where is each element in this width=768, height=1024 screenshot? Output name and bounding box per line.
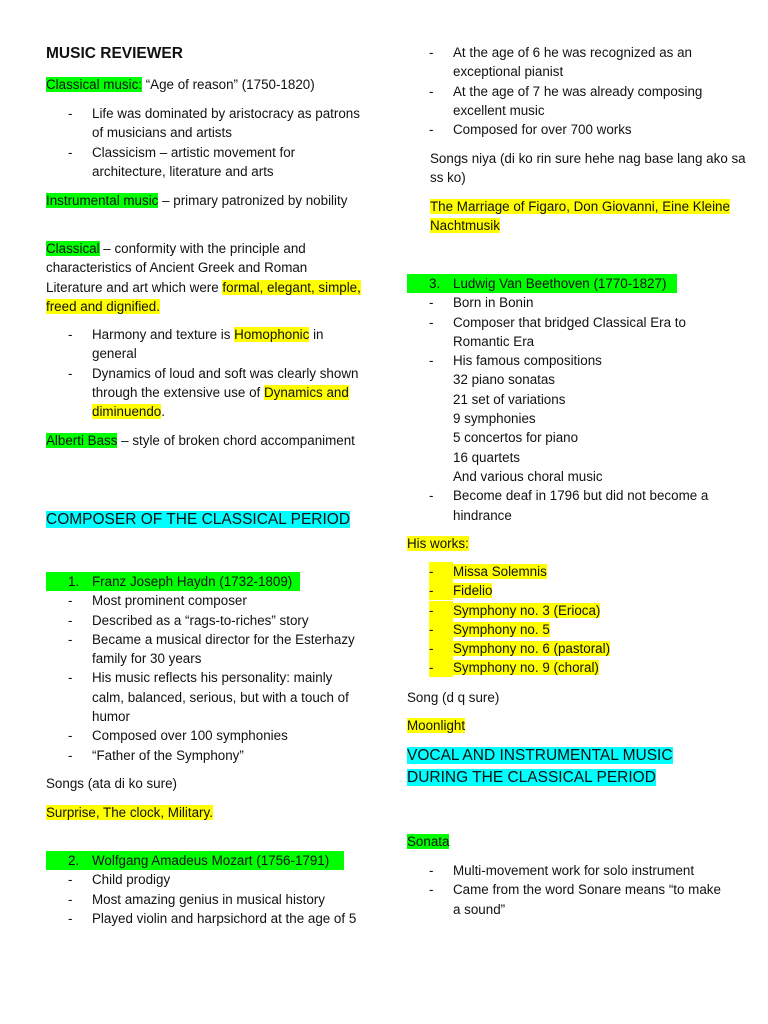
list-item: - Symphony no. 5 xyxy=(429,621,550,637)
haydn-songs-text: Surprise, The clock, Military. xyxy=(46,805,213,820)
page-title: MUSIC REVIEWER xyxy=(46,45,183,62)
list-item: 32 piano sonatas xyxy=(453,372,555,388)
beethoven-name: Ludwig Van Beethoven (1770-1827) xyxy=(453,276,667,291)
sonata-term: Sonata xyxy=(407,834,450,849)
list-item: - “Father of the Symphony” xyxy=(46,746,366,765)
list-item: - Symphony no. 3 (Erioca) xyxy=(429,602,601,618)
mozart-heading xyxy=(46,851,366,870)
classical-definition xyxy=(46,239,366,316)
list-item: - Composed for over 700 works xyxy=(407,120,727,139)
haydn-number: 1. xyxy=(68,574,80,589)
works-list xyxy=(407,562,727,678)
list-item: - Multi-movement work for solo instrument xyxy=(407,861,727,880)
haydn-name: Franz Joseph Haydn (1732-1809) xyxy=(92,574,293,589)
list-item: - Fidelio xyxy=(429,583,493,599)
harmony-text: Harmony and texture is xyxy=(92,327,235,342)
mozart-songs-text: The Marriage of Figaro, Don Giovanni, Eine Kleine Nachtmusik xyxy=(430,199,730,234)
list-item xyxy=(46,364,366,422)
list-item xyxy=(46,325,366,364)
list-item: - His famous compositions xyxy=(407,351,727,370)
list-item: - Symphony no. 9 (choral) xyxy=(429,660,599,676)
dynamics-text: Dynamics of loud and soft was clearly shown through the extensive use of xyxy=(92,365,359,400)
mozart-section xyxy=(46,851,366,928)
instrumental-definition xyxy=(46,191,366,210)
alberti-term: Alberti Bass xyxy=(46,433,118,448)
texture-bullets xyxy=(46,325,366,421)
dynamics-text-end: . xyxy=(161,404,165,420)
list-item: - His music reflects his personality: mainly calm, balanced, serious, but with a touch of humor xyxy=(46,668,366,726)
list-item: - Described as a “rags-to-riches” story xyxy=(46,611,366,630)
list-item: - Most amazing genius in musical history xyxy=(46,890,366,909)
list-item: - At the age of 7 he was already composing excellent music xyxy=(407,82,727,121)
mozart-bullets-cont xyxy=(407,43,727,139)
haydn-section xyxy=(46,572,366,765)
harmony-text-end: in general xyxy=(92,327,324,362)
vocal-heading xyxy=(407,745,727,789)
classical-bullets xyxy=(46,104,366,181)
mozart-songs-label: Songs niya (di ko rin sure hehe nag base lang ako sa ss ko) xyxy=(430,151,746,186)
list-item: - Became a musical director for the Esterhazy family for 30 years xyxy=(46,630,366,669)
song-label: Song (d q sure) xyxy=(407,690,500,705)
classical-qualities: formal, elegant, simple, freed and dignified. xyxy=(46,279,361,314)
homophonic-highlight: Homophonic xyxy=(234,327,310,342)
list-item: - At the age of 6 he was recognized as an exceptional pianist xyxy=(407,43,727,82)
mozart-songs xyxy=(430,197,750,236)
list-item: - Came from the word Sonare means “to make a sound” xyxy=(407,880,727,919)
composer-heading xyxy=(46,509,366,531)
list-item: 16 quartets xyxy=(453,449,520,465)
list-item: - Become deaf in 1796 but did not become a hindrance xyxy=(407,486,727,525)
list-item: - Most prominent composer xyxy=(46,591,366,610)
list-item: 9 symphonies xyxy=(453,411,536,427)
classical-music-definition xyxy=(46,75,366,94)
list-item: - Life was dominated by aristocracy as patrons of musicians and artists xyxy=(46,104,366,143)
list-item: And various choral music xyxy=(453,468,603,484)
beethoven-bullets-end xyxy=(407,486,727,525)
works-label-text: His works: xyxy=(407,536,469,551)
haydn-bullets xyxy=(46,591,366,765)
list-item: - Classicism – artistic movement for architecture, literature and arts xyxy=(46,143,366,182)
list-item: - Born in Bonin xyxy=(407,293,727,312)
list-item: - Missa Solemnis xyxy=(429,564,547,579)
haydn-songs-label: Songs (ata di ko sure) xyxy=(46,776,177,791)
sonata-label xyxy=(407,832,727,851)
beethoven-section xyxy=(407,274,727,525)
instrumental-term: Instrumental music xyxy=(46,193,159,208)
beethoven-heading xyxy=(407,274,727,293)
classical-term: Classical xyxy=(46,241,100,256)
works-label xyxy=(407,534,727,553)
mozart-number: 2. xyxy=(68,853,80,868)
dynamics-highlight: Dynamics and diminuendo xyxy=(92,384,349,420)
composition-list xyxy=(407,370,727,486)
alberti-desc: – style of broken chord accompaniment xyxy=(117,433,355,448)
song-text: Moonlight xyxy=(407,718,466,733)
classical-music-desc: “Age of reason” (1750-1820) xyxy=(141,77,315,92)
alberti-definition xyxy=(46,431,366,450)
instrumental-desc: – primary patronized by nobility xyxy=(158,193,348,208)
haydn-heading xyxy=(46,572,366,591)
song xyxy=(407,716,727,735)
list-item: - Child prodigy xyxy=(46,870,366,889)
mozart-bullets xyxy=(46,870,366,928)
list-item: 5 concertos for piano xyxy=(453,430,579,446)
beethoven-bullets xyxy=(407,293,727,370)
mozart-name: Wolfgang Amadeus Mozart (1756-1791) xyxy=(92,853,330,868)
vocal-heading-text: VOCAL AND INSTRUMENTAL MUSIC DURING THE CLASSICAL PERIOD xyxy=(407,747,673,786)
list-item: - Played violin and harpsichord at the age of 5 xyxy=(46,909,366,928)
sonata-bullets xyxy=(407,861,727,919)
list-item: - Symphony no. 6 (pastoral) xyxy=(429,641,611,657)
beethoven-number: 3. xyxy=(429,276,441,291)
list-item: - Composed over 100 symphonies xyxy=(46,726,366,745)
list-item: - Composer that bridged Classical Era to Romantic Era xyxy=(407,313,727,352)
classical-music-term: Classical music: xyxy=(46,77,142,92)
list-item: 21 set of variations xyxy=(453,391,566,407)
composer-heading-text: COMPOSER OF THE CLASSICAL PERIOD xyxy=(46,511,351,528)
classical-desc: – conformity with the principle and characteristics of Ancient Greek and Roman Literature and art which were xyxy=(46,241,308,295)
haydn-songs xyxy=(46,803,366,822)
